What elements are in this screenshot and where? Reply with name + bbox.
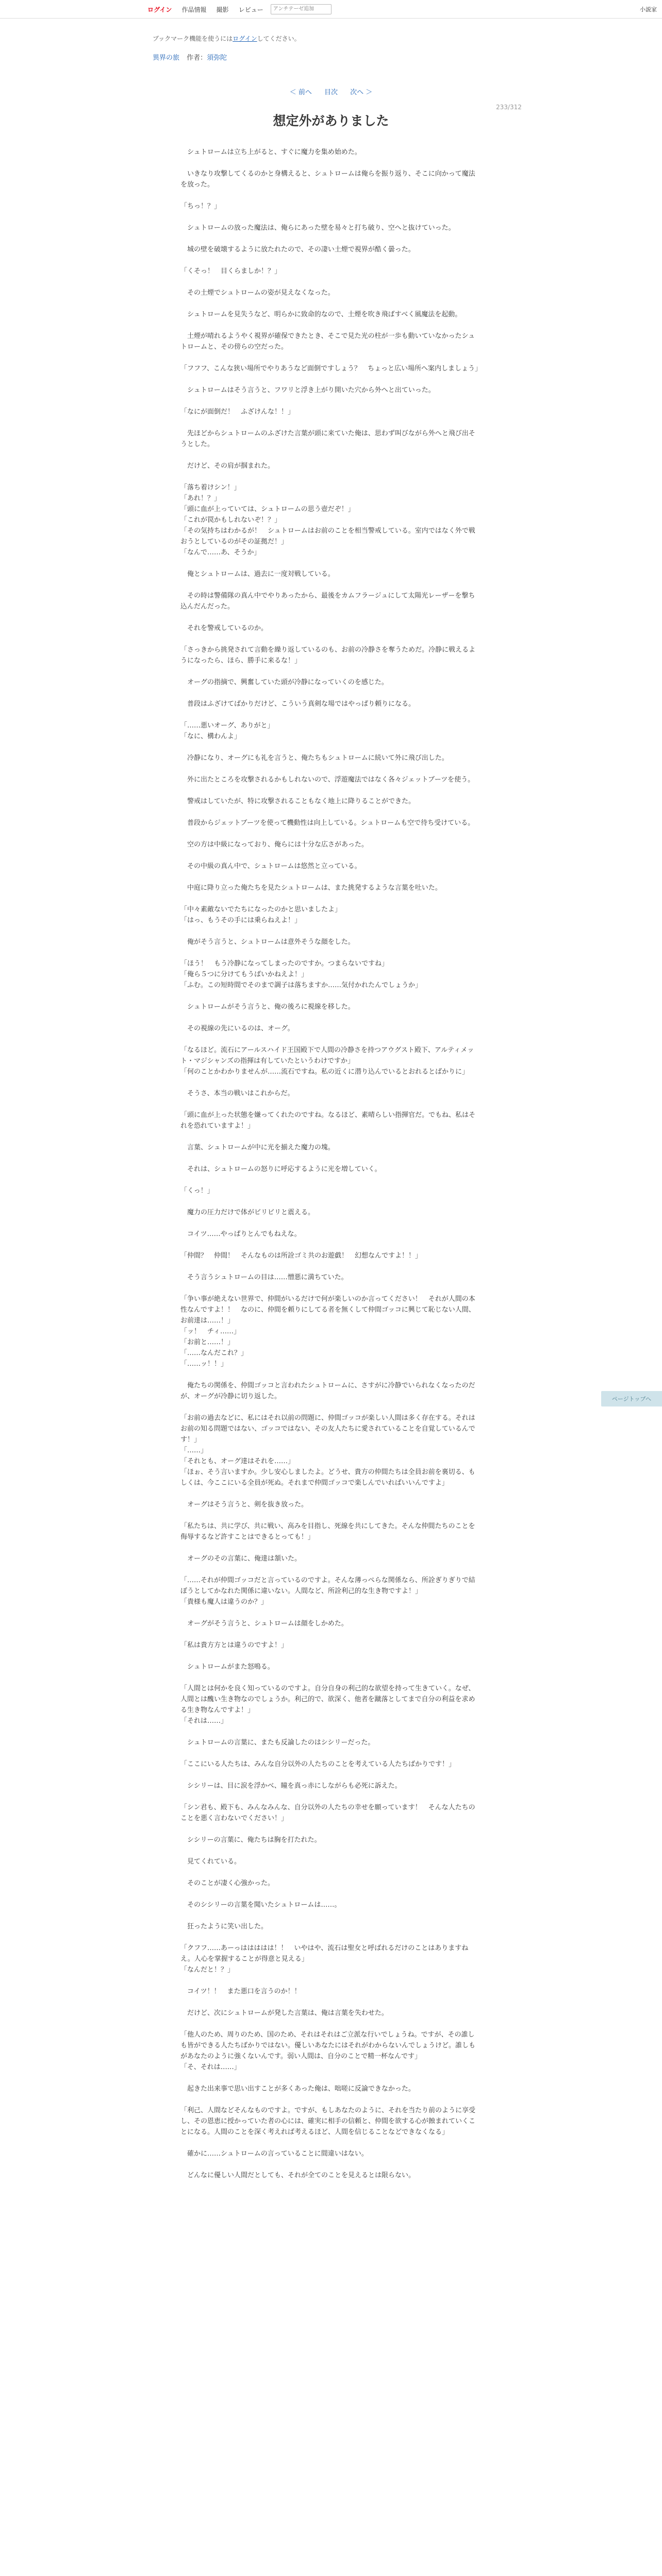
paragraph: シュトロームはそう言うと、フワリと浮き上がり開いた穴から外へと出ていった。: [180, 386, 435, 394]
paragraph: 「争い事が絶えない世界で、仲間がいるだけで何が楽しいのか言ってください！ それが人間の本性なんですよ！！ なのに、仲間を頼りにしてる者を無くして仲間ゴッコに興じて恥じない人間、お前達は……！」 「ッ！ チィ……」 「お前と……！」 「……なんだこれ？」 「……ッ！！」: [180, 1295, 475, 1368]
paragraph: 「私は貴方方とは違うのですよ！」: [180, 1641, 288, 1649]
paragraph: 普段からジェットブーツを使って機動性は向上している。シュトロームも空で待ち受けている。: [180, 819, 475, 827]
search-input[interactable]: [271, 4, 332, 14]
paragraph: 「ちっ！？」: [180, 202, 221, 210]
paragraph: 「クフフ……あーっははははは！！ いやはや、流石は聖女と呼ばれるだけのことはありますねえ。人心を掌握することが得意と見える」 「なんだと！？」: [180, 1944, 469, 1974]
paragraph: 「中々素敵ないでたちになったのかと思いましたよ」 「はっ、もうその手には乗らねえよ！」: [180, 906, 342, 924]
paragraph: そう言うシュトロームの目は……憎悪に満ちていた。: [180, 1274, 348, 1281]
paragraph: それは、シュトロームの怒りに呼応するように光を増していく。: [180, 1165, 382, 1173]
paragraph: その土煙でシュトロームの姿が見えなくなった。: [180, 289, 335, 297]
bookmark-notice: [153, 34, 662, 43]
paragraph: コイツ！！ また悪口を言うのか！！: [180, 1988, 301, 1995]
paragraph: コイツ……やっぱりとんでもねえな。: [180, 1230, 301, 1238]
notice-suffix: してください。: [257, 35, 301, 42]
chapter-body: [180, 147, 481, 2192]
page-number: 233/312: [496, 104, 522, 111]
paragraph: シュトロームを見失うなど、明らかに致命的なので、土煙を吹き飛ばすべく風魔法を起動。: [180, 311, 462, 318]
paragraph: 魔力の圧力だけで体がビリビリと震える。: [180, 1209, 315, 1216]
paragraph: 「利己、人間などそんなものですよ。ですが、もしあなたのように、それを当たり前のように享受し、その恩恵に授かっていた者の心には、確実に相手の信頼と、仲間を欲する心が蝕まれていくことになる。人間のことを深く考えれば考えるほど、人間を信じることなどできなくなる」: [180, 2107, 476, 2136]
toc-link[interactable]: 目次: [324, 89, 338, 96]
paragraph: だけど、その肩が掴まれた。: [180, 462, 275, 470]
paragraph: 「お前の過去などに、私にはそれ以前の問題に、仲間ゴッコが楽しい人間は多く存在する。それはお前の知る問題ではない、ゴッコではない、その友人たちに愛されていることを自覚しているんです！」 「……」 「それとも、オーグ達はそれを……」 「ほぉ、そう言いますか。少し安心しましたよ。どうせ、貴方の仲間たちは全員お前を裏切る、もしくは、今ここにいる全員が死ぬ。それまで仲間ゴッコで楽しんでいればいいんですよ」: [180, 1414, 475, 1487]
paragraph: 俺がそう言うと、シュトロームは意外そうな顔をした。: [180, 938, 355, 946]
paragraph: 「人間とは何かを良く知っているのですよ。自分自身の利己的な欲望を持って生きていく。なぜ、人間とは醜い生き物なのでしょうか。利己的で、欲深く、他者を蹴落としてまで自分の利益を求める生き物なんですよ！」 「それは……」: [180, 1685, 475, 1725]
paragraph: 「ほう！ もう冷静になってしまったのですか。つまらないですね」 「俺ら５つに分けてもうばいかねえよ！」 「ふむ。この短時間でそのまで調子は落ちますか……気付かれたんでしょうか」: [180, 960, 422, 989]
paragraph: 「シン君も、殿下も、みんなみんな、自分以外の人たちの幸せを願っています！ そんな人たちのことを悪く言わないでください！」: [180, 1804, 475, 1822]
novel-top-link[interactable]: 異界の旅: [153, 54, 180, 62]
paragraph: 「……それが仲間ゴッコだと言っているのですよ。そんな薄っぺらな関係なら、所詮ぎりぎりで結ぼうとしてかなれた関係に違いない。人間など、所詮利己的な生き物ですよ！」 「貴様も魔人は違うのか？」: [180, 1577, 475, 1606]
next-link[interactable]: 次へ ＞: [350, 89, 373, 96]
paragraph: 俺たちの関係を、仲間ゴッコと言われたシュトロームに、さすがに冷静でいられなくなったのだが、オーグが冷静に切り返した。: [180, 1382, 475, 1400]
paragraph: 「……悪いオーグ、ありがと」 「なに、構わんよ」: [180, 722, 274, 740]
paragraph: 「私たちは、共に学び、共に戦い、高みを目指し、死線を共にしてきた。そんな仲間たちのことを侮辱するなど許すことはできるとっても！」: [180, 1522, 475, 1541]
paragraph: シュトロームがまた怒鳴る。: [180, 1663, 274, 1671]
notice-login-link[interactable]: ログイン: [233, 35, 257, 42]
author-link[interactable]: 須弥陀: [207, 54, 227, 62]
paragraph: 冷静になり、オーグにも礼を言うと、俺たちもシュトロームに続いて外に飛び出した。: [180, 754, 449, 762]
site-header: [0, 0, 662, 19]
author-label: 作者：: [187, 54, 207, 62]
paragraph: 「他人のため、周りのため、国のため、それはそれはご立派な行いでしょうね。ですが、その誰しも皆ができる人たちばかりではない。優しいあなたにはそれがわからないんでしょうけど。誰しもがあなたのように強くないんです。弱い人間は、自分のことで精一杯なんです」 「そ、それは……」: [180, 2031, 476, 2071]
paragraph: 先ほどからシュトロームのふざけた言葉が頭に来ていた俺は、思わず叫びながら外へと飛び出そうとした。: [180, 430, 475, 448]
nav-shoot[interactable]: 撮影: [216, 6, 229, 13]
paragraph: 「仲間？ 仲間！ そんなものは所詮ゴミ共のお遊戯！ 幻想なんですよ！！」: [180, 1252, 422, 1260]
paragraph: シシリーの言葉に、俺たちは胸を打たれた。: [180, 1836, 321, 1844]
paragraph: 警戒はしていたが、特に攻撃されることもなく地上に降りることができた。: [180, 798, 416, 805]
paragraph: 「フフフ、こんな狭い場所でやりあうなど面倒ですしょう？ ちょっと広い場所へ案内しましょう」: [180, 365, 482, 372]
novel-meta: [153, 52, 662, 62]
paragraph: オーグの指摘で、興奮していた頭が冷静になっていくのを感じた。: [180, 679, 388, 686]
paragraph: シュトロームは立ち上がると、すぐに魔力を集め始めた。: [180, 148, 361, 156]
paragraph: 「落ち着けシン！」 「あれ！？」 「頭に血が上っていては、シュトロームの思う壺だぞ！」 「これが罠かもしれないぞ！？」 「その気持ちはわかるが！ シュトロームはお前のことを相当警戒している。室内ではなく外で戦おうとしているのがその証拠だ！」 「なんで……あ、そうか」: [180, 484, 475, 556]
paragraph: どんなに優しい人間だとしても、それが全てのことを見えるとは限らない。: [180, 2172, 416, 2179]
paragraph: シュトロームの放った魔法は、俺らにあった壁を易々と打ち破り、空へと抜けていった。: [180, 224, 455, 232]
paragraph: いきなり攻撃してくるのかと身構えると、シュトロームは俺らを振り返り、そこに向かって魔法を放った。: [180, 170, 475, 189]
prev-link[interactable]: ＜ 前へ: [289, 89, 312, 96]
paragraph: 「さっきから挑発されて言動を繰り返しているのも、お前の冷静さを奪うためだ。冷静に戦えるようになったら、ほら、勝手に来るな！」: [180, 646, 476, 665]
nav-review[interactable]: レビュー: [238, 6, 263, 13]
paragraph: 確かに……シュトロームの言っていることに間違いはない。: [180, 2150, 368, 2158]
notice-prefix: ブックマーク機能を使うには: [153, 35, 233, 42]
corner-link[interactable]: 小説家: [640, 6, 657, 13]
paragraph: シュトロームがそう言うと、俺の後ろに視線を移した。: [180, 1003, 355, 1011]
paragraph: オーグはそう言うと、剣を抜き放った。: [180, 1501, 308, 1509]
paragraph: 城の壁を破壊するように放たれたので、その凄い土煙で視界が酷く曇った。: [180, 246, 415, 253]
paragraph: それを警戒しているのか。: [180, 624, 268, 632]
pager: [0, 87, 662, 96]
paragraph: 起きた出来事で思い出すことが多くあった俺は、咄嗟に反論できなかった。: [180, 2085, 415, 2093]
paragraph: 言葉、シュトロームが中に光を揃えた魔力の塊。: [180, 1144, 335, 1151]
paragraph: 外に出たところを攻撃されるかもしれないので、浮遊魔法ではなく各々ジェットブーツを使う。: [180, 776, 475, 784]
paragraph: シシリーは、目に涙を浮かべ、瞳を真っ赤にしながらも必死に訴えた。: [180, 1782, 402, 1790]
paragraph: その時は警備隊の真ん中でやりあったから、最後をカムフラージュにして太陽光レーザーを撃ち込んだんだった。: [180, 592, 475, 611]
paragraph: そうさ、本当の戦いはこれからだ。: [180, 1090, 294, 1097]
nav-novel-info[interactable]: 作品情報: [181, 6, 207, 13]
paragraph: その中級の真ん中で、シュトロームは悠然と立っている。: [180, 862, 361, 870]
paragraph: 普段はふざけてばかりだけど、こういう真剣な場ではやっぱり頼りになる。: [180, 700, 416, 708]
paragraph: 俺とシュトロームは、過去に一度対戦している。: [180, 570, 335, 578]
paragraph: 「なるほど。流石にアールスハイド王国殿下で人間の冷静さを持つアウグスト殿下、アルティメット・マジシャンズの指揮は有していたというわけですか」 「何のことかわかりませんが……流石ですね。私の近くに潜り込んでいるとおれるとばかりに」: [180, 1046, 474, 1076]
paragraph: 「くそっ！ 目くらましか！？」: [180, 267, 282, 275]
paragraph: 「なにが面倒だ！ ふざけんな！！」: [180, 408, 295, 416]
header-nav: [147, 4, 271, 14]
page-top-button[interactable]: ページトップへ: [601, 1391, 662, 1406]
paragraph: 「くっ！」: [180, 1187, 214, 1195]
paragraph: オーグのその言葉に、俺達は頷いた。: [180, 1555, 302, 1563]
paragraph: 「頭に血が上った状態を嫌ってくれたのですね。なるほど、素晴らしい指揮官だ。でもね、私はそれを恐れていますよ！」: [180, 1111, 476, 1130]
paragraph: 「ここにいる人たちは、みんな自分以外の人たちのことを考えている人たちばかりです！」: [180, 1760, 456, 1768]
paragraph: 中庭に降り立った俺たちを見たシュトロームは、また挑発するような言葉を吐いた。: [180, 884, 442, 892]
paragraph: 見てくれている。: [180, 1858, 241, 1866]
paragraph: 土煙が晴れるようやく視界が確保できたとき、そこで見た光の柱が一歩も動いていなかったシュトロームと、その傍らの空だった。: [180, 332, 475, 351]
paragraph: 空の方は中級になっており、俺らには十分な広さがあった。: [180, 841, 368, 849]
paragraph: そのことが凄く心強かった。: [180, 1879, 275, 1887]
paragraph: 狂ったように笑い出した。: [180, 1923, 268, 1930]
paragraph: オーグがそう言うと、シュトロームは顔をしかめた。: [180, 1620, 348, 1628]
login-link[interactable]: ログイン: [147, 6, 172, 13]
paragraph: その視線の先にいるのは、オーグ。: [180, 1025, 294, 1032]
chapter-title: 想定外がありました: [273, 113, 389, 128]
paragraph: シュトロームの言葉に、またも反論したのはシシリーだった。: [180, 1739, 375, 1747]
paragraph: そのシシリーの言葉を聞いたシュトロームは……。: [180, 1901, 341, 1909]
paragraph: だけど、次にシュトロームが発した言葉は、俺は言葉を失わせた。: [180, 2009, 388, 2017]
